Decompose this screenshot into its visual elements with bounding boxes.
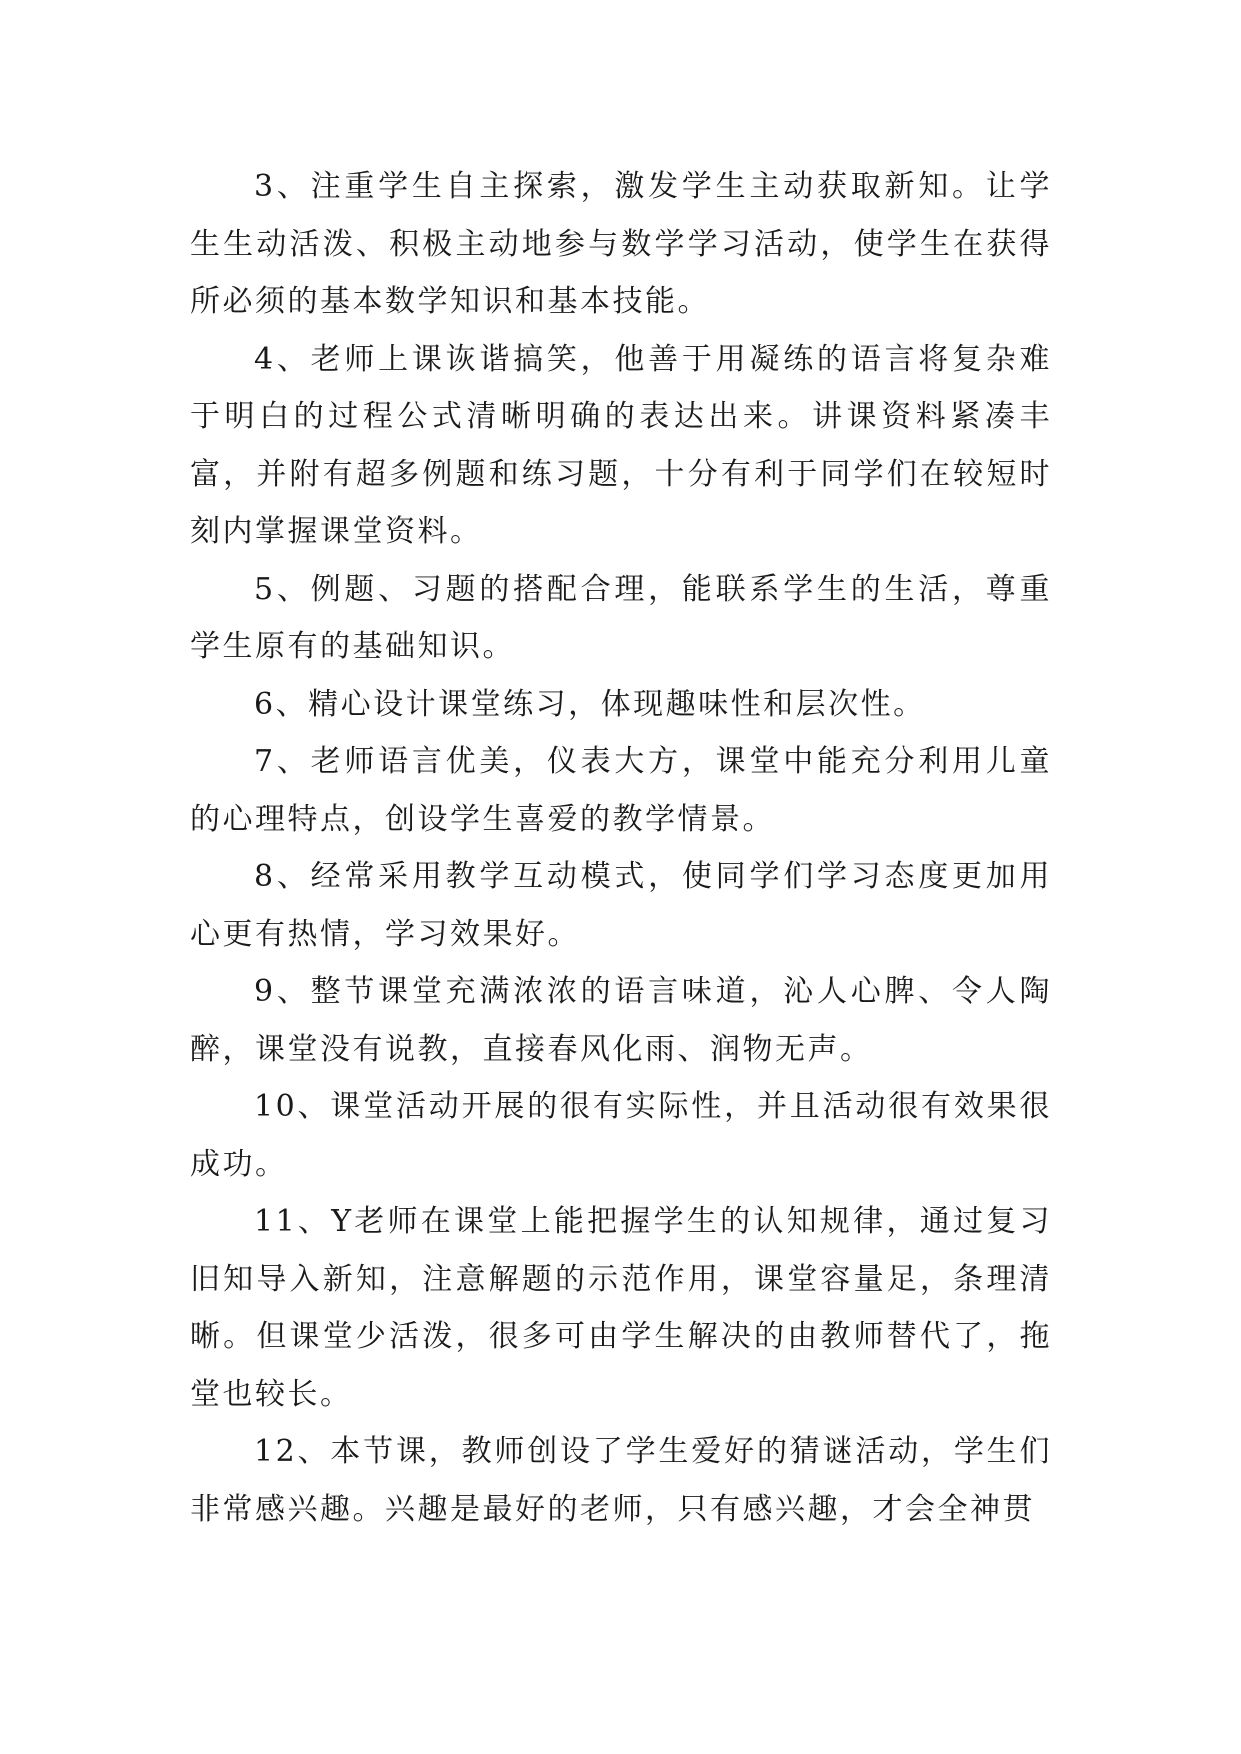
paragraph-5: 5、例题、习题的搭配合理，能联系学生的生活，尊重学生原有的基础知识。	[190, 571, 1052, 664]
paragraph-6: 6、精心设计课堂练习，体现趣味性和层次性。	[254, 686, 926, 722]
paragraph-3: 3、注重学生自主探索，激发学生主动获取新知。让学生生动活泼、积极主动地参与数学学习活动，使学生在获得所必须的基本数学知识和基本技能。	[190, 169, 1052, 319]
document-body	[190, 158, 1052, 1538]
paragraph-12: 12、本节课，教师创设了学生爱好的猜谜活动，学生们非常感兴趣。兴趣是最好的老师，只有感兴趣，才会全神贯	[190, 1434, 1052, 1527]
paragraph-11: 11、Y老师在课堂上能把握学生的认知规律，通过复习旧知导入新知，注意解题的示范作用，课堂容量足，条理清晰。但课堂少活泼，很多可由学生解决的由教师替代了，拖堂也较长。	[190, 1204, 1052, 1412]
paragraph-7: 7、老师语言优美，仪表大方，课堂中能充分利用儿童的心理特点，创设学生喜爱的教学情景。	[190, 744, 1052, 837]
paragraph-10: 10、课堂活动开展的很有实际性，并且活动很有效果很成功。	[190, 1089, 1052, 1182]
paragraph-4: 4、老师上课诙谐搞笑，他善于用凝练的语言将复杂难于明白的过程公式清晰明确的表达出来。讲课资料紧凑丰富，并附有超多例题和练习题，十分有利于同学们在较短时刻内掌握课堂资料。	[190, 341, 1052, 549]
paragraph-8: 8、经常采用教学互动模式，使同学们学习态度更加用心更有热情，学习效果好。	[190, 859, 1052, 952]
paragraph-9: 9、整节课堂充满浓浓的语言味道，沁人心脾、令人陶醉，课堂没有说教，直接春风化雨、润物无声。	[190, 974, 1052, 1067]
